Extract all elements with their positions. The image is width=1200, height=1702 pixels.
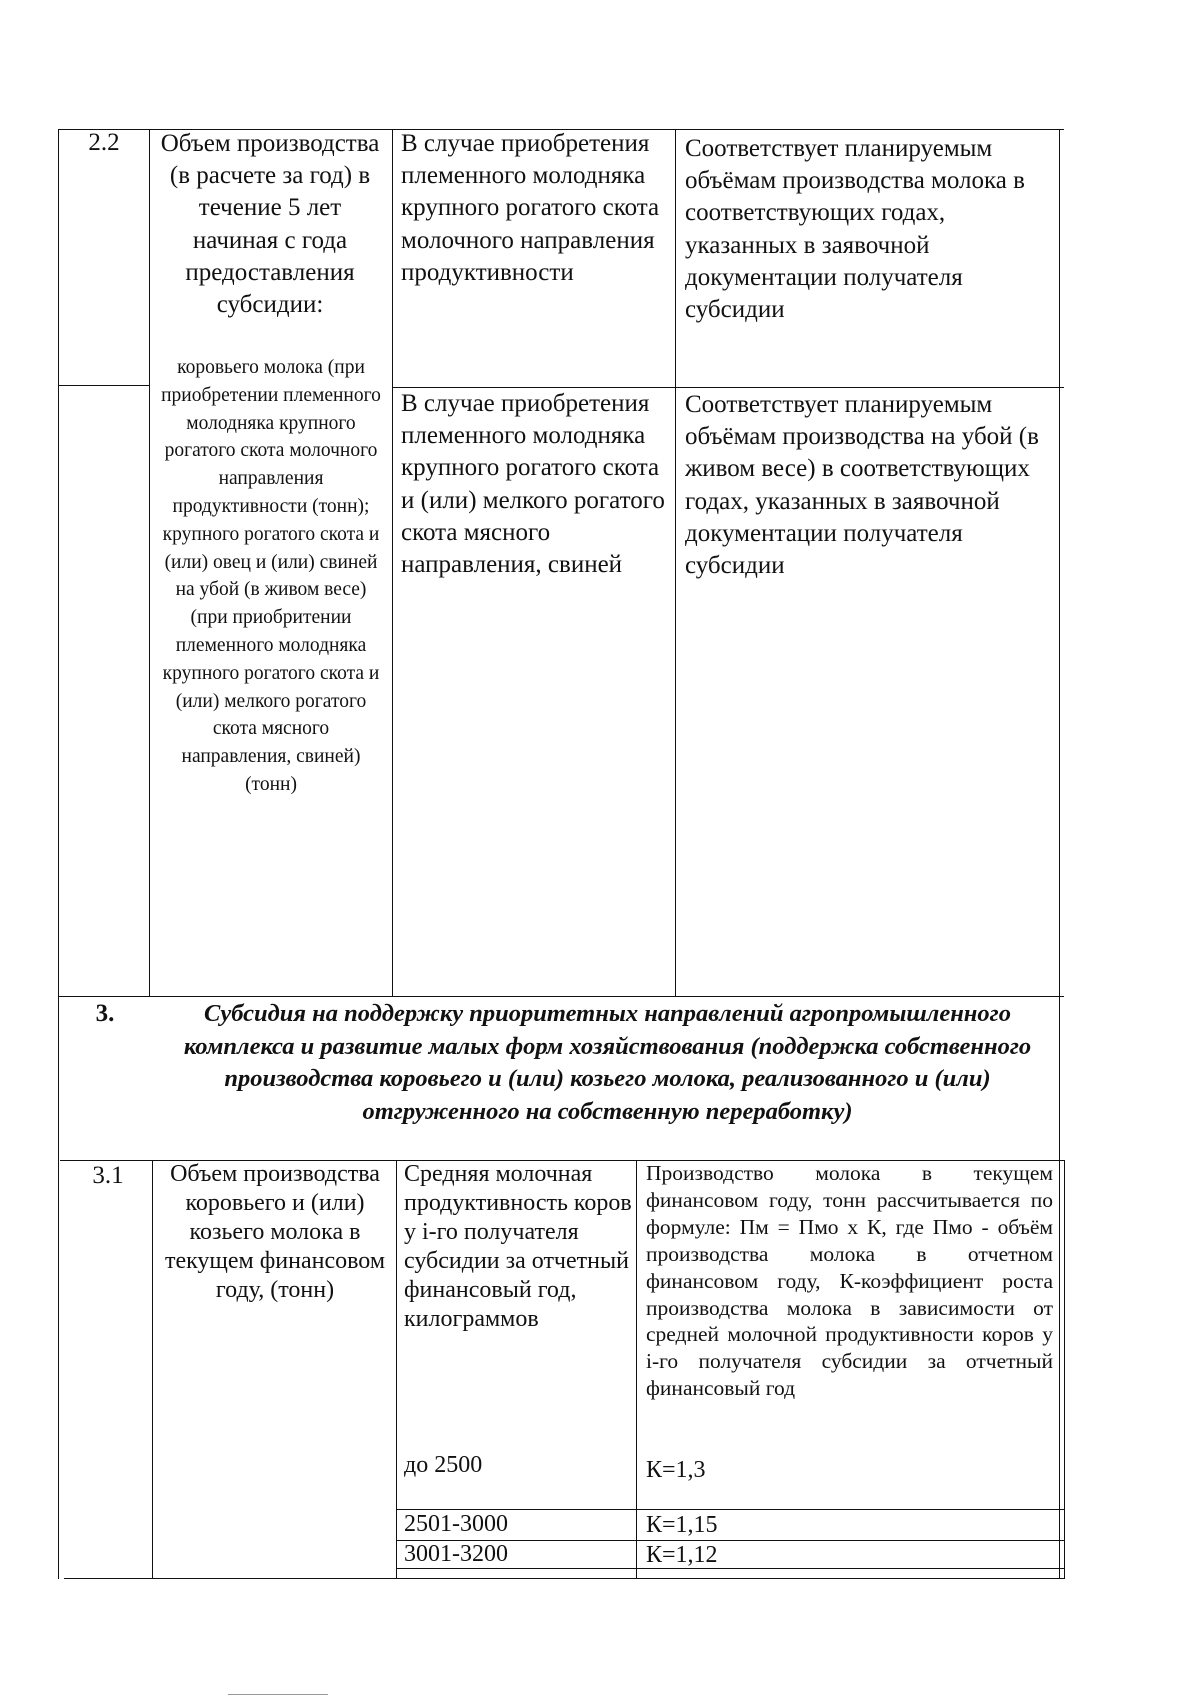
column-divider-indicator xyxy=(392,129,393,996)
table-bottom-border xyxy=(64,1578,1065,1579)
tier-coefficient: К=1,15 xyxy=(646,1512,718,1538)
tier-range: 2501-3000 xyxy=(404,1511,508,1537)
row-number: 2.2 xyxy=(88,129,120,156)
case-b-condition: В случае приобретения племенного молодняка крупного рогатого скота и (или) мелкого рогатого скота мясного направления, свиней xyxy=(401,390,665,579)
indicator-text: Объем производства коровьего и (или) козьего молока в текущем финансовом году, (тонн) xyxy=(164,1161,386,1303)
column-divider-criterion xyxy=(675,129,676,996)
column-divider-criterion-lower xyxy=(636,1160,637,1579)
table-left-border xyxy=(58,129,59,1579)
tier-range: до 2500 xyxy=(404,1452,483,1478)
scan-artifact-line xyxy=(228,1694,328,1695)
formula-text: Производство молока в текущем финансовом году, тонн рассчитывается по формуле: Пм = Пмо х К, где Пмо - объём производства молока в отчетном финансовом году, К-коэффициент роста производства молока в зависимости от средней молочной продуктивности коров у i-го получателя субсидии за отчетный финансовый год xyxy=(646,1161,1053,1401)
section-number: 3. xyxy=(95,1000,115,1027)
column-divider-number-lower xyxy=(152,1160,153,1579)
table-right-border xyxy=(1059,129,1060,1579)
column-divider-indicator-lower xyxy=(396,1160,397,1579)
tier-range: 3001-3200 xyxy=(404,1541,508,1567)
row-number: 3.1 xyxy=(92,1162,124,1189)
criterion-text: Средняя молочная продуктивность коров у i-го получателя субсидии за отчетный финансовый год, килограммов xyxy=(404,1161,632,1332)
case-a-condition: В случае приобретения племенного молодняка крупного рогатого скота молочного направления продуктивности xyxy=(401,130,660,286)
case-a-value: Соответствует планируемым объёмам производства молока в соответствующих годах, указанных в заявочной документации получателя субсидии xyxy=(685,135,1025,324)
column-divider-number xyxy=(149,129,150,996)
tier-coefficient: К=1,12 xyxy=(646,1542,718,1568)
case-b-value: Соответствует планируемым объёмам производства на убой (в живом весе) в соответствующих годах, указанных в заявочной документации получателя субсидии xyxy=(685,391,1039,580)
section-title: Субсидия на поддержку приоритетных направлений агропромышленного комплекса и развитие малых форм хозяйствования (поддержка собственного производства коровьего и (или) козьего молока, реализованного и (или) отгруженного на собственную переработку) xyxy=(183,1000,1032,1125)
indicator-main-text: Объем производства (в расчете за год) в течение 5 лет начиная с года предоставления субсидии: xyxy=(160,130,380,319)
indicator-detail-text: коровьего молока (при приобретении племенного молодняка крупного рогатого скота молочного направления продуктивности (тонн); крупного рогатого скота и (или) овец и (или) свиней на убой (в живом весе) (при приобритении племенного молодняка крупного рогатого скота и (или) мелкого рогатого скота мясного направления, свиней) (тонн) xyxy=(161,357,381,795)
row-2-2-bottom-border xyxy=(58,996,1064,997)
row-2-2-inner-divider-left xyxy=(58,385,149,386)
tier-coefficient: К=1,3 xyxy=(646,1457,706,1483)
table-right-border-lower xyxy=(1064,1160,1065,1579)
